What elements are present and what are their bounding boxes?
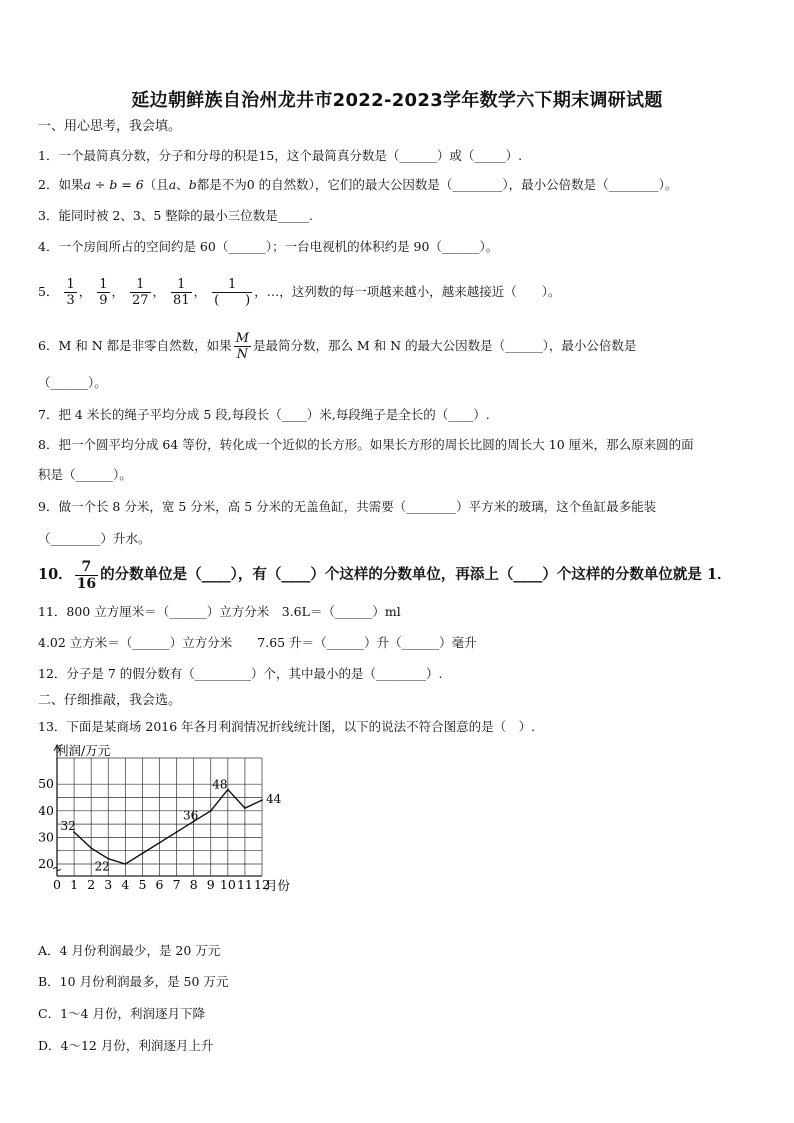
option-b[interactable]: B．10 月份利润最多，是 50 万元: [38, 974, 229, 989]
exam-title: 延边朝鲜族自治州龙井市2022-2023学年数学六下期末调研试题: [131, 90, 663, 111]
q5-label: 5．: [38, 284, 59, 299]
data-point: [210, 810, 212, 812]
question-13: 13．下面是某商场 2016 年各月利润情况折线统计图，以下的说法不符合图意的是（ ）.: [38, 719, 536, 734]
q10-fraction: $\frac{7}{16}$: [76, 558, 97, 592]
question-11-line1: 11．800 立方厘米＝（______）立方分米 3.6L＝（______）ml: [38, 604, 401, 619]
x-tick-label: 11: [236, 877, 253, 892]
data-point: [124, 863, 126, 865]
q10-label: 10．: [38, 566, 73, 583]
q6-fraction: $\frac{M}{N}$: [235, 331, 249, 362]
x-tick-label: 5: [138, 877, 147, 892]
q5-fraction-2: $\frac{1}{9}$: [99, 277, 108, 308]
axis-break-mark: [53, 868, 61, 871]
data-label: 32: [60, 819, 76, 834]
q5-tail: ，…，这列数的每一项越来越小，越来越接近（ ）。: [254, 284, 561, 299]
chart-grid: [57, 758, 262, 876]
y-tick-label: 20: [38, 856, 54, 871]
data-point: [176, 831, 178, 833]
question-11-line2: 4.02 立方米＝（______）立方分米 7.65 升＝（______）升（______）毫升: [38, 635, 477, 650]
data-point: [159, 842, 161, 844]
profit-line-chart: [30, 742, 300, 902]
q5-fraction-5: $\frac{1}{( )}$: [214, 277, 251, 308]
x-tick-label: 2: [87, 877, 96, 892]
q2-separator: 、: [176, 177, 189, 192]
data-point: [90, 847, 92, 849]
data-point: [244, 807, 246, 809]
y-tick-label: 40: [38, 802, 54, 818]
q5-fraction-3: $\frac{1}{27}$: [132, 277, 149, 308]
data-label: 44: [266, 792, 282, 807]
x-tick-label: 9: [206, 877, 215, 892]
question-7: 7．把 4 米长的绳子平均分成 5 段,每段长（____）米,每段绳子是全长的（____）.: [38, 407, 490, 422]
option-d[interactable]: D．4～12 月份，利润逐月上升: [38, 1038, 214, 1053]
question-10: [38, 556, 732, 594]
question-12: 12．分子是 7 的假分数有（_________）个，其中最小的是（________）.: [38, 666, 443, 681]
chart-labels: [38, 743, 290, 893]
x-tick-label: 8: [189, 877, 198, 892]
q5-comma: ，: [111, 284, 125, 299]
y-axis-label: 利润/万元: [56, 743, 111, 758]
data-label: 36: [183, 808, 199, 823]
y-tick-label: 50: [38, 776, 54, 792]
option-c[interactable]: C．1～4 月份，利润逐月下降: [38, 1006, 205, 1021]
q6-post: 是最简分数，那么 M 和 N 的最大公因数是（______），最小公倍数是: [252, 338, 637, 353]
chart-series: [73, 789, 263, 865]
question-5: [38, 272, 561, 312]
q2-expression: a ÷ b = 6: [83, 177, 144, 192]
q10-tail: 的分数单位是（____），有（____）个这样的分数单位，再添上（____）个这样的分数单位就是 1．: [100, 566, 732, 583]
question-8-line1: 8．把一个圆平均分成 64 等份，转化成一个近似的长方形。如果长方形的周长比圆的周长大 10 厘米，那么原来圆的面: [38, 437, 694, 452]
q2-var-a: a: [168, 177, 177, 192]
q2-pre: 2．如果: [38, 177, 84, 192]
x-axis-label: 月份: [265, 878, 291, 893]
x-tick-label: 4: [121, 877, 130, 892]
question-2: [38, 176, 677, 194]
question-9-line2: （________）升水。: [38, 531, 151, 546]
question-6: [38, 327, 636, 365]
profit-series-line: [74, 790, 262, 864]
section-2-heading: 二、仔细推敲，我会选。: [38, 693, 182, 708]
question-1: 1．一个最简真分数，分子和分母的积是15，这个最简真分数是（______）或（_____）.: [38, 148, 523, 163]
data-label: 22: [94, 859, 110, 874]
question-9-line1: 9．做一个长 8 分米，宽 5 分米，高 5 分米的无盖鱼缸，共需要（________）平方米的玻璃，这个鱼缸最多能装: [38, 499, 657, 514]
x-tick-label: 6: [155, 877, 164, 892]
x-tick-label: 0: [53, 877, 61, 892]
data-point: [261, 799, 263, 801]
option-a[interactable]: A．4 月份利润最少，是 20 万元: [38, 943, 221, 958]
question-6-line2: （______）。: [38, 375, 107, 390]
y-tick-label: 30: [38, 829, 54, 845]
x-tick-label: 12: [254, 877, 270, 892]
question-4: 4．一个房间所占的空间约是 60（______）；一台电视机的体积约是 90（______）。: [38, 239, 499, 254]
q2-post: （且: [143, 177, 169, 192]
x-tick-label: 3: [104, 877, 113, 892]
x-tick-label: 10: [219, 877, 236, 892]
question-8-line2: 积是（______）。: [38, 467, 132, 482]
q6-pre: 6．M 和 N 都是非零自然数，如果: [38, 338, 232, 353]
section-1-heading: 一、用心思考，我会填。: [38, 119, 182, 134]
question-3: 3．能同时被 2、3、5 整除的最小三位数是_____.: [38, 208, 313, 223]
q5-comma: ，: [193, 284, 207, 299]
q5-fraction-1: $\frac{1}{3}$: [66, 277, 75, 308]
q5-fraction-4: $\frac{1}{81}$: [173, 277, 190, 308]
q5-comma: ，: [78, 284, 92, 299]
x-tick-label: 7: [172, 877, 181, 892]
q2-var-b: b: [188, 177, 197, 192]
q2-tail: 都是不为0 的自然数），它们的最大公因数是（________），最小公倍数是（________）。: [196, 177, 678, 192]
data-point: [142, 852, 144, 854]
data-label: 48: [212, 777, 228, 792]
q5-comma: ，: [152, 284, 166, 299]
x-tick-label: 1: [70, 877, 79, 892]
